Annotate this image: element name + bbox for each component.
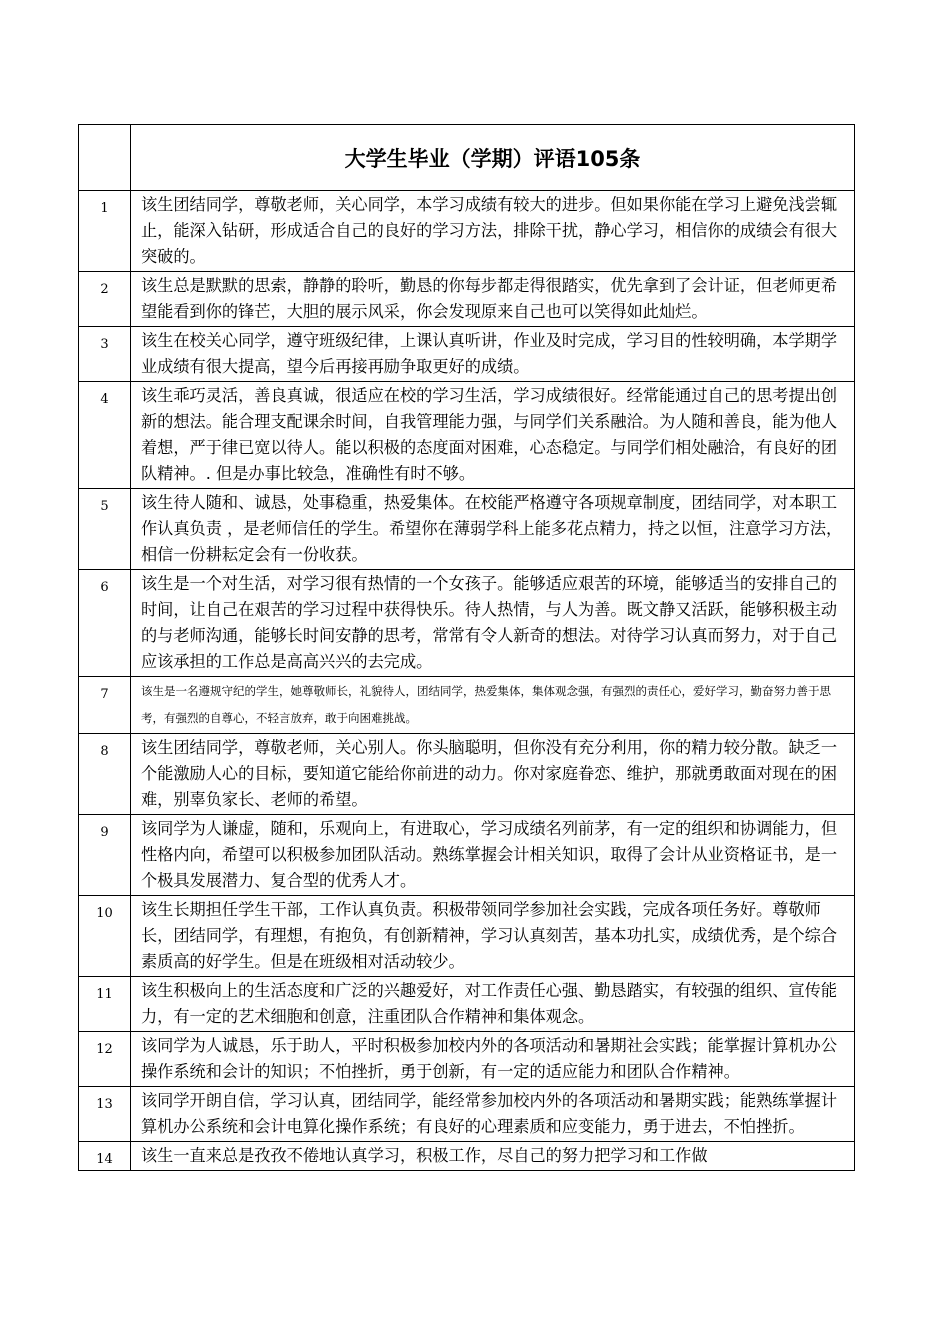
row-text: 该生一直来总是孜孜不倦地认真学习，积极工作，尽自己的努力把学习和工作做 bbox=[131, 1142, 855, 1171]
row-number: 9 bbox=[79, 815, 131, 896]
table-row bbox=[79, 896, 855, 977]
row-number: 1 bbox=[79, 191, 131, 272]
table-row bbox=[79, 734, 855, 815]
table-row bbox=[79, 382, 855, 489]
table-row bbox=[79, 1032, 855, 1087]
row-text: 该生是一个对生活，对学习很有热情的一个女孩子。能够适应艰苦的环境，能够适当的安排自己的时间，让自己在艰苦的学习过程中获得快乐。待人热情，与人为善。既文静又活跃，能够积极主动的与老师沟通，能够长时间安静的思考，常常有令人新奇的想法。对待学习认真而努力，对于自己应该承担的工作总是高高兴兴的去完成。 bbox=[131, 570, 855, 677]
row-text: 该生积极向上的生活态度和广泛的兴趣爱好，对工作责任心强、勤恳踏实，有较强的组织、宣传能力，有一定的艺术细胞和创意，注重团队合作精神和集体观念。 bbox=[131, 977, 855, 1032]
table-row bbox=[79, 327, 855, 382]
table-row bbox=[79, 489, 855, 570]
row-number: 4 bbox=[79, 382, 131, 489]
table-row bbox=[79, 677, 855, 734]
table-row bbox=[79, 191, 855, 272]
row-number: 11 bbox=[79, 977, 131, 1032]
table-row bbox=[79, 570, 855, 677]
row-text: 该同学为人诚恳，乐于助人，平时积极参加校内外的各项活动和暑期社会实践；能掌握计算机办公操作系统和会计的知识；不怕挫折，勇于创新，有一定的适应能力和团队合作精神。 bbox=[131, 1032, 855, 1087]
table-row bbox=[79, 1087, 855, 1142]
table-row bbox=[79, 977, 855, 1032]
row-text: 该生总是默默的思索，静静的聆听，勤恳的你每步都走得很踏实，优先拿到了会计证，但老师更希望能看到你的锋芒，大胆的展示风采，你会发现原来自己也可以笑得如此灿烂。 bbox=[131, 272, 855, 327]
row-number: 5 bbox=[79, 489, 131, 570]
row-text: 该生是一名遵规守纪的学生，她尊敬师长，礼貌待人，团结同学，热爱集体，集体观念强，有强烈的责任心，爱好学习，勤奋努力善于思考，有强烈的自尊心，不轻言放弃，敢于向困难挑战。 bbox=[131, 677, 855, 734]
document-title: 大学生毕业（学期）评语105条 bbox=[131, 125, 855, 191]
row-text: 该生团结同学，尊敬老师，关心别人。你头脑聪明，但你没有充分利用，你的精力较分散。缺乏一个能激励人心的目标，要知道它能给你前进的动力。你对家庭眷恋、维护，那就勇敢面对现在的困难，别辜负家长、老师的希望。 bbox=[131, 734, 855, 815]
row-text: 该生团结同学，尊敬老师，关心同学，本学习成绩有较大的进步。但如果你能在学习上避免浅尝辄止，能深入钻研，形成适合自己的良好的学习方法，排除干扰，静心学习，相信你的成绩会有很大突破的。 bbox=[131, 191, 855, 272]
table-row bbox=[79, 815, 855, 896]
row-number: 13 bbox=[79, 1087, 131, 1142]
row-number: 7 bbox=[79, 677, 131, 734]
row-number: 3 bbox=[79, 327, 131, 382]
table-row bbox=[79, 272, 855, 327]
row-number: 10 bbox=[79, 896, 131, 977]
row-text: 该同学为人谦虚，随和，乐观向上，有进取心，学习成绩名列前茅，有一定的组织和协调能力，但性格内向，希望可以积极参加团队活动。熟练掌握会计相关知识，取得了会计从业资格证书，是一个极具发展潜力、复合型的优秀人才。 bbox=[131, 815, 855, 896]
row-text: 该生乖巧灵活，善良真诚，很适应在校的学习生活，学习成绩很好。经常能通过自己的思考提出创新的想法。能合理支配课余时间，自我管理能力强，与同学们关系融洽。为人随和善良，能为他人着想，严于律已宽以待人。能以积极的态度面对困难，心态稳定。与同学们相处融洽，有良好的团队精神。. 但是办事比较急，准确性有时不够。 bbox=[131, 382, 855, 489]
row-text: 该生待人随和、诚恳，处事稳重，热爱集体。在校能严格遵守各项规章制度，团结同学，对本职工作认真负责 ，是老师信任的学生。希望你在薄弱学科上能多花点精力，持之以恒，注意学习方法，相信一份耕耘定会有一份收获。 bbox=[131, 489, 855, 570]
row-text: 该同学开朗自信，学习认真，团结同学，能经常参加校内外的各项活动和暑期实践；能熟练掌握计算机办公系统和会计电算化操作系统；有良好的心理素质和应变能力，勇于进去，不怕挫折。 bbox=[131, 1087, 855, 1142]
row-text: 该生在校关心同学，遵守班级纪律，上课认真听讲，作业及时完成，学习目的性较明确，本学期学业成绩有很大提高，望今后再接再励争取更好的成绩。 bbox=[131, 327, 855, 382]
evaluation-table bbox=[78, 124, 855, 1171]
header-number-cell bbox=[79, 125, 131, 191]
row-number: 12 bbox=[79, 1032, 131, 1087]
table-row bbox=[79, 1142, 855, 1171]
row-number: 2 bbox=[79, 272, 131, 327]
table-header-row bbox=[79, 125, 855, 191]
row-text: 该生长期担任学生干部，工作认真负责。积极带领同学参加社会实践，完成各项任务好。尊敬师长，团结同学，有理想，有抱负，有创新精神，学习认真刻苦，基本功扎实，成绩优秀，是个综合素质高的好学生。但是在班级相对活动较少。 bbox=[131, 896, 855, 977]
row-number: 14 bbox=[79, 1142, 131, 1171]
row-number: 8 bbox=[79, 734, 131, 815]
row-number: 6 bbox=[79, 570, 131, 677]
